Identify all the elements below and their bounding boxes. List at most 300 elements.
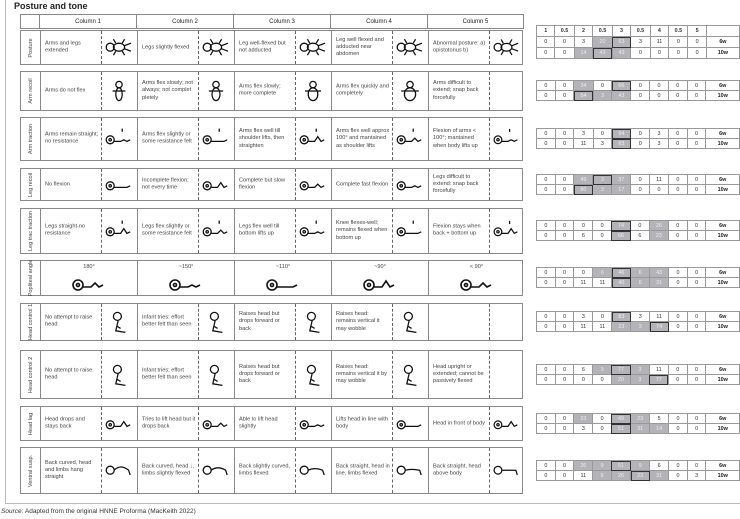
dashed-divider [198, 72, 199, 110]
percent-cell: 0 [687, 175, 706, 185]
percent-cell: 0 [668, 91, 687, 101]
criterion-cell [40, 169, 137, 200]
criterion-text: Legs flex slightly or some resistance felt [142, 223, 192, 237]
criterion-cell [428, 72, 524, 110]
percent-cell: 3 [593, 185, 612, 195]
criterion-cell [137, 72, 234, 110]
criterion-text: Leg well flexed and adducted near abdomen [336, 36, 384, 58]
criterion-cell [428, 118, 524, 160]
percent-cell: 3 [650, 139, 669, 149]
column-header: Column 2 [136, 14, 234, 29]
criterion-cell [428, 261, 524, 295]
criterion-cell [234, 72, 331, 110]
percent-cell: 26 [611, 471, 630, 481]
percent-cell: 0 [593, 375, 612, 385]
week-row-6w [537, 268, 740, 278]
infant-posture-figure-icon [103, 170, 135, 200]
percent-cell: 77 [649, 375, 668, 385]
percent-cell: 0 [555, 37, 574, 48]
percent-cell: 0 [537, 365, 556, 375]
percent-cell: 0 [669, 461, 688, 471]
percent-cell: 3 [593, 175, 612, 185]
percent-cell: 83 [612, 312, 631, 322]
infant-posture-figure-icon [69, 269, 109, 299]
percent-cell: 49 [611, 414, 630, 424]
criterion-cell [40, 72, 137, 110]
percent-cell: 20 [611, 375, 630, 385]
criterion-cell [428, 209, 524, 253]
criterion-cell [331, 118, 428, 160]
criterion-text: Able to lift head slightly [239, 416, 278, 430]
percent-cell: 94 [612, 129, 631, 139]
infant-posture-figure-icon [457, 269, 497, 299]
dashed-divider [295, 31, 296, 64]
row-head-lag [20, 406, 523, 441]
infant-posture-figure-icon [200, 456, 232, 486]
infant-posture-figure-icon [263, 269, 303, 299]
dashed-divider [101, 407, 102, 440]
percent-cell: 63 [612, 37, 631, 48]
week-label: 10w [706, 48, 739, 59]
percent-cell: 0 [669, 268, 688, 278]
week-label: 10w [706, 139, 740, 149]
percent-cell: 0 [555, 268, 574, 278]
criterion-cell [137, 209, 234, 253]
percent-cell: 0 [631, 185, 650, 195]
score-header: 0.5 [593, 26, 612, 37]
percent-cell: 0 [687, 414, 706, 424]
criterion-text: Infant tries: effort better felt than seen [142, 314, 192, 328]
week-row-10w [537, 471, 740, 481]
dashed-divider [295, 351, 296, 398]
percent-cell: 0 [631, 48, 650, 59]
infant-posture-figure-icon [297, 33, 329, 63]
percent-cell: 11 [649, 175, 668, 185]
percent-cell: 3 [687, 471, 706, 481]
percent-cell: 0 [537, 268, 556, 278]
percent-cell: 0 [555, 139, 574, 149]
row-label: Arm traction [21, 118, 41, 160]
percent-cell: 0 [537, 221, 556, 231]
dashed-divider [392, 209, 393, 253]
infant-posture-figure-icon [297, 76, 329, 106]
infant-posture-figure-icon [297, 124, 329, 154]
percent-cell: 0 [555, 175, 574, 185]
infant-posture-figure-icon [200, 170, 232, 200]
percent-cell: 0 [668, 81, 687, 91]
dashed-divider [489, 448, 490, 493]
week-row-6w [537, 461, 740, 471]
criterion-cell [40, 118, 137, 160]
percent-cell: 0 [668, 375, 687, 385]
week-row-10w [537, 424, 740, 434]
percent-cell: 3 [574, 37, 593, 48]
week-label: 6w [706, 37, 739, 48]
percent-cell: 20 [593, 37, 612, 48]
percent-cell: 31 [650, 471, 669, 481]
score-header: 1 [537, 26, 555, 37]
percent-cell: 49 [574, 175, 593, 185]
percent-cell: 6 [631, 231, 650, 241]
criterion-cell [137, 31, 234, 64]
row-arm-traction [20, 117, 523, 161]
percent-cell: 0 [537, 37, 555, 48]
score-distribution-table [536, 311, 740, 332]
criterion-cell [40, 261, 137, 295]
criterion-cell [331, 407, 428, 440]
percent-cell: 0 [687, 231, 706, 241]
row-label: Head control 1 [21, 304, 41, 340]
percent-cell: 0 [555, 221, 574, 231]
criterion-cell [331, 351, 428, 398]
percent-cell: 0 [574, 221, 593, 231]
dashed-divider [101, 31, 102, 64]
percent-cell: 0 [669, 322, 688, 332]
week-row-6w [537, 81, 740, 91]
criterion-text: Abnormal posture: a) opistotonus b) [433, 40, 486, 54]
criterion-cell [428, 351, 524, 398]
percent-cell: 77 [611, 365, 630, 375]
percent-cell: 0 [650, 91, 669, 101]
percent-cell: 0 [668, 231, 687, 241]
row-popliteal-angle [20, 260, 523, 296]
score-header: 0.5 [631, 26, 650, 37]
row-label: Posture [21, 31, 41, 64]
criterion-text: Arms flex slowly; more complete [239, 83, 281, 97]
percent-cell: 5 [650, 414, 669, 424]
infant-posture-figure-icon [166, 269, 206, 299]
percent-cell: 0 [555, 424, 574, 434]
criterion-text: Arms flex well approx 100° and mantained as shoulder lifts [336, 127, 390, 149]
infant-posture-figure-icon [297, 307, 329, 337]
criterion-cell [40, 209, 137, 253]
percent-cell: 0 [669, 48, 688, 59]
percent-cell: 9 [631, 461, 650, 471]
infant-posture-figure-icon [491, 33, 522, 63]
score-header: 3 [612, 26, 631, 37]
percent-cell: 0 [669, 312, 688, 322]
criterion-text: Flexion of arms < 100°; mantained when body lifts up [433, 127, 478, 149]
dashed-divider [295, 72, 296, 110]
dashed-divider [101, 169, 102, 200]
percent-cell: 0 [687, 268, 706, 278]
week-label: 6w [706, 81, 740, 91]
percent-cell: 3 [574, 129, 593, 139]
percent-cell: 0 [555, 278, 574, 288]
score-distribution-table [536, 364, 740, 385]
criterion-cell [137, 261, 234, 295]
criterion-cell [234, 351, 331, 398]
dashed-divider [101, 304, 102, 340]
percent-cell: 66 [612, 81, 631, 91]
criterion-cell [331, 31, 428, 64]
percent-cell: 14 [650, 424, 669, 434]
percent-cell: 3 [593, 91, 612, 101]
score-distribution-table [536, 267, 740, 288]
percent-cell: 0 [555, 231, 574, 241]
infant-posture-figure-icon [200, 76, 232, 106]
dashed-divider [295, 304, 296, 340]
criterion-text: Leg well-flexed but not adducted [239, 40, 286, 54]
percent-cell: 0 [687, 139, 706, 149]
score-header: 4 [650, 26, 669, 37]
criterion-text: Complete but slow flexion [239, 177, 286, 191]
percent-cell: 40 [612, 278, 631, 288]
week-label: 10w [706, 231, 740, 241]
infant-posture-figure-icon [200, 360, 232, 390]
week-row-6w [537, 312, 740, 322]
criterion-cell [234, 209, 331, 253]
dashed-divider [392, 407, 393, 440]
dashed-divider [295, 169, 296, 200]
percent-cell: 3 [631, 365, 650, 375]
criterion-cell [137, 351, 234, 398]
percent-cell: 0 [687, 278, 706, 288]
percent-cell: 23 [631, 414, 650, 424]
criterion-text: Flexion stays when back + bottom up [433, 223, 481, 237]
row-label: Leg trac traction [21, 209, 41, 253]
infant-posture-figure-icon [394, 360, 426, 390]
percent-cell: 0 [555, 129, 574, 139]
percent-cell: 46 [612, 268, 631, 278]
percent-cell: 23 [574, 414, 593, 424]
week-row-6w [537, 37, 740, 48]
week-header [706, 26, 739, 37]
criterion-cell [40, 31, 137, 64]
week-row-6w [537, 175, 740, 185]
percent-cell: 23 [631, 471, 650, 481]
percent-cell: 23 [649, 231, 668, 241]
dashed-divider [392, 351, 393, 398]
percent-cell: 6 [650, 461, 669, 471]
angle-label: ~110° [275, 264, 291, 270]
percent-cell: 0 [555, 48, 574, 59]
percent-cell: 54 [574, 91, 593, 101]
percent-cell: 31 [650, 278, 669, 288]
percent-cell: 0 [555, 414, 574, 424]
criterion-text: Knee flexes-well; remains flexed when bottom up [336, 219, 388, 241]
percent-cell: 0 [668, 129, 687, 139]
criterion-text: No attempt to raise head [45, 367, 93, 381]
criterion-cell [331, 209, 428, 253]
percent-cell: 0 [593, 312, 612, 322]
percent-cell: 6 [574, 365, 593, 375]
criterion-text: Head in front of body [433, 419, 485, 426]
criterion-cell [331, 169, 428, 200]
infant-posture-figure-icon [394, 307, 426, 337]
week-label: 6w [706, 312, 740, 322]
percent-cell: 74 [650, 322, 669, 332]
criterion-text: Back curved, head and limbs hang straight [45, 459, 92, 481]
percent-cell: 0 [537, 414, 556, 424]
dashed-divider [392, 304, 393, 340]
percent-cell: 0 [687, 185, 706, 195]
criterion-text: Legs straight-no resistance [45, 223, 86, 237]
percent-cell: 3 [631, 312, 650, 322]
percent-cell: 0 [537, 139, 556, 149]
week-row-10w [537, 48, 740, 59]
percent-cell: 0 [687, 375, 706, 385]
criterion-cell [137, 169, 234, 200]
percent-cell: 0 [687, 221, 706, 231]
percent-cell: 0 [537, 81, 556, 91]
percent-cell: 0 [687, 129, 706, 139]
criterion-cell [137, 407, 234, 440]
percent-cell: 0 [631, 139, 650, 149]
percent-cell: 0 [650, 81, 669, 91]
week-row-6w [537, 414, 740, 424]
criterion-cell [40, 304, 137, 340]
percent-cell: 43 [650, 268, 669, 278]
criterion-text: Head upright or extended; cannot be passively flexed [433, 363, 484, 385]
row-label: Leg recoil [21, 169, 41, 200]
week-label: 10w [706, 185, 740, 195]
source-note: Source: Adapted from the original HNNE Proforma (MacKeith 2022) [1, 508, 196, 515]
percent-cell: 11 [593, 278, 612, 288]
percent-cell: 0 [537, 322, 556, 332]
infant-posture-figure-icon [297, 170, 329, 200]
percent-cell: 6 [593, 268, 612, 278]
criterion-text: Raises head but drops forward or back [239, 363, 280, 385]
row-head-control-1 [20, 303, 523, 341]
percent-cell: 0 [631, 175, 650, 185]
percent-cell: 0 [537, 231, 556, 241]
week-label: 6w [706, 414, 740, 424]
dashed-divider [392, 169, 393, 200]
percent-cell: 31 [631, 424, 650, 434]
criterion-text: Raises head but drops forward or back [239, 310, 280, 332]
percent-cell: 43 [612, 91, 631, 101]
criterion-text: Legs difficult to extend: snap back forcefully [433, 173, 479, 195]
percent-cell: 3 [631, 322, 650, 332]
criterion-cell [428, 407, 524, 440]
week-row-6w [537, 221, 740, 231]
score-distribution-table [536, 128, 740, 149]
week-row-10w [537, 278, 740, 288]
criterion-text: Incomplete flexion; not every time [142, 177, 189, 191]
percent-cell: 3 [650, 129, 669, 139]
percent-cell: 3 [574, 424, 593, 434]
criterion-text: Legs slightly flexed [142, 43, 190, 50]
dashed-divider [198, 304, 199, 340]
percent-cell: 3 [631, 37, 650, 48]
percent-cell: 11 [574, 322, 593, 332]
percent-cell: 0 [669, 471, 688, 481]
percent-cell: 0 [555, 185, 574, 195]
row-posture [20, 30, 523, 65]
criterion-cell [234, 31, 331, 64]
row-label: Popliteal angle [21, 261, 41, 295]
row-leg-recoil [20, 168, 523, 201]
infant-posture-figure-icon [200, 124, 232, 154]
infant-posture-figure-icon [394, 33, 426, 63]
criterion-cell [331, 448, 428, 493]
criterion-cell [331, 304, 428, 340]
percent-cell: 17 [612, 185, 631, 195]
criterion-cell [234, 407, 331, 440]
percent-cell: 0 [668, 175, 687, 185]
percent-cell: 0 [687, 424, 706, 434]
criterion-cell [40, 351, 137, 398]
criterion-text: Raises head: remains vertical it by may wobble [336, 363, 387, 385]
percent-cell: 26 [574, 461, 593, 471]
week-row-10w [537, 322, 740, 332]
percent-cell: 0 [668, 139, 687, 149]
infant-posture-figure-icon [394, 456, 426, 486]
percent-cell: 0 [688, 37, 706, 48]
week-row-6w [537, 129, 740, 139]
week-label: 10w [706, 471, 740, 481]
percent-cell: 0 [593, 81, 612, 91]
row-label: Head control 2 [21, 351, 41, 398]
percent-cell: 0 [555, 461, 574, 471]
percent-cell: 0 [669, 278, 688, 288]
row-label: Arm recoil [21, 72, 41, 110]
percent-cell: 37 [612, 175, 631, 185]
dashed-divider [198, 448, 199, 493]
percent-cell: 0 [537, 278, 556, 288]
week-label: 6w [706, 461, 740, 471]
dashed-divider [101, 351, 102, 398]
percent-cell: 0 [688, 48, 706, 59]
header-corner [20, 14, 40, 29]
percent-cell: 0 [669, 414, 688, 424]
dashed-divider [101, 118, 102, 160]
week-row-10w [537, 375, 740, 385]
dashed-divider [198, 351, 199, 398]
percent-cell: 6 [631, 268, 650, 278]
infant-posture-figure-icon [200, 33, 232, 63]
infant-posture-figure-icon [103, 307, 135, 337]
percent-cell: 0 [631, 129, 650, 139]
score-header: 2 [574, 26, 593, 37]
criterion-text: Legs flex well till bottom lifts up [239, 223, 280, 237]
criterion-text: Arms remain straight; no resistance [45, 131, 99, 145]
dashed-divider [198, 118, 199, 160]
dashed-divider [489, 351, 490, 398]
week-label: 6w [706, 268, 740, 278]
dashed-divider [489, 31, 490, 64]
criterion-text: Back curved, head ↓, limbs slightly flexed [142, 463, 195, 477]
dashed-divider [101, 448, 102, 493]
row-ventral-susp- [20, 447, 523, 494]
percent-cell: 0 [555, 365, 574, 375]
infant-posture-figure-icon [297, 409, 329, 439]
dashed-divider [101, 209, 102, 253]
criterion-text: Back straight, head in line, limbs flexed [336, 463, 390, 477]
infant-posture-figure-icon [103, 360, 135, 390]
week-label: 10w [706, 278, 740, 288]
criterion-cell [428, 169, 524, 200]
angle-label: 180° [83, 264, 95, 270]
row-leg-trac-traction [20, 208, 523, 254]
percent-cell: 3 [574, 312, 593, 322]
week-row-10w [537, 231, 740, 241]
criterion-text: Arms flex slowly; not always; not complet pletely [142, 79, 193, 101]
percent-cell: 6 [593, 471, 612, 481]
week-row-10w [537, 139, 740, 149]
week-label: 6w [706, 129, 740, 139]
criterion-cell [428, 448, 524, 493]
percent-cell: 0 [687, 91, 706, 101]
score-distribution-table [536, 460, 740, 481]
percent-cell: 0 [687, 322, 706, 332]
week-row-10w [537, 91, 740, 101]
percent-cell: 0 [669, 424, 688, 434]
criterion-cell [40, 407, 137, 440]
row-label: Ventral susp. [21, 448, 41, 493]
row-arm-recoil [20, 71, 523, 111]
